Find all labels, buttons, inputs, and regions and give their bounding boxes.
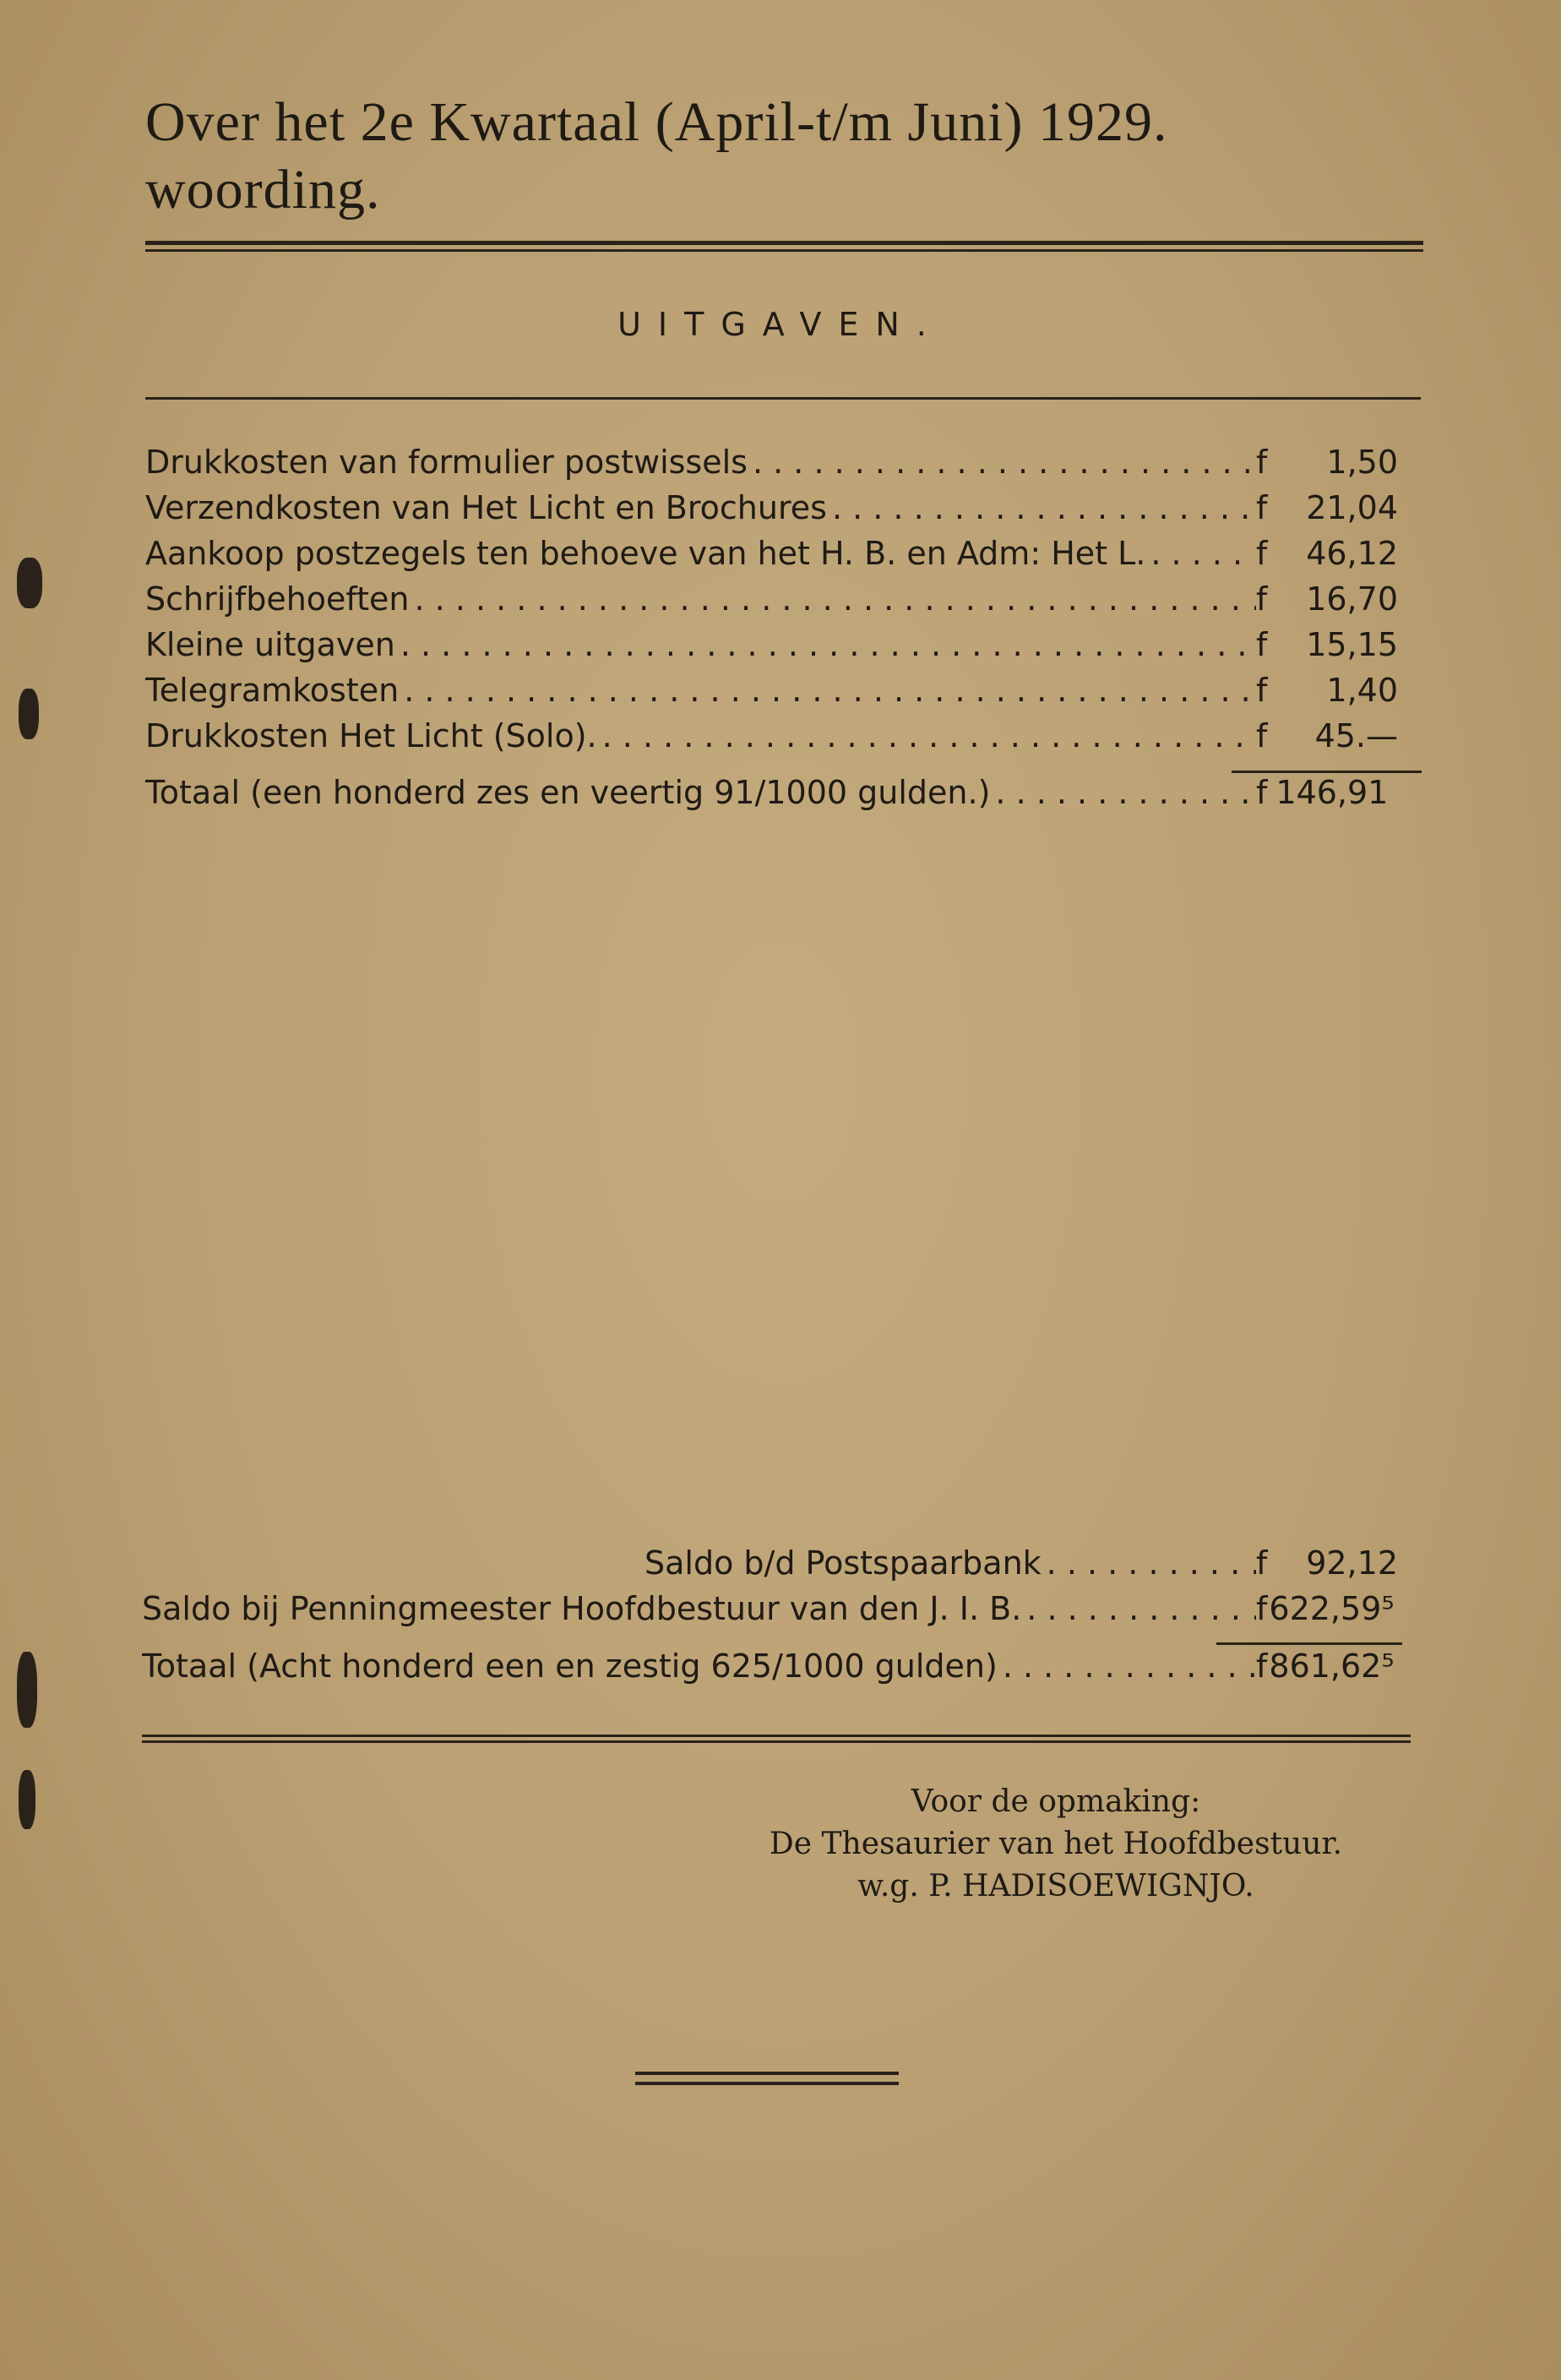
balance-row [142, 1544, 1398, 1590]
expense-row [145, 489, 1398, 535]
dot-leader [597, 717, 1256, 754]
title-line-1: Over het 2e Kwartaal (April-t/m Juni) 1929. [145, 91, 1168, 153]
dot-leader [410, 580, 1257, 618]
dot-leader [1145, 535, 1256, 572]
expense-row [145, 535, 1398, 580]
subtotal-rule [1232, 771, 1422, 773]
expense-row [145, 626, 1398, 672]
expense-amount: f 16,70 [1256, 580, 1398, 618]
balance-label: Saldo bij Penningmeester Hoofdbestuur van den J. I. B. [142, 1590, 1022, 1627]
expense-label: Drukkosten Het Licht (Solo). [145, 717, 597, 754]
expense-label: Aankoop postzegels ten behoeve van het H. B. en Adm: Het L. [145, 535, 1146, 572]
balance-label: Saldo b/d Postspaarbank [645, 1544, 1042, 1582]
balance-subtotal-rule [1216, 1642, 1402, 1645]
top-double-divider [145, 241, 1423, 252]
expense-amount: f 45.— [1256, 717, 1398, 754]
signature-block [591, 1781, 1520, 1908]
expenses-total [145, 774, 1398, 820]
expense-label: Telegramkosten [145, 672, 400, 709]
closing-ornament-rule [635, 2072, 899, 2085]
total-label: Totaal (Acht honderd een en zestig 625/1000 gulden) [142, 1647, 998, 1685]
dot-leader [990, 774, 1256, 811]
binding-hole-mark [19, 1770, 35, 1829]
bottom-double-divider [142, 1735, 1411, 1743]
expense-amount: f 21,04 [1256, 489, 1398, 526]
balance-amount: f 92,12 [1256, 1544, 1398, 1582]
expense-row [145, 717, 1398, 763]
dot-leader [1042, 1544, 1256, 1582]
expenses-list [145, 444, 1398, 763]
total-row [142, 1647, 1398, 1693]
dot-leader [998, 1647, 1256, 1685]
heading-divider [145, 397, 1421, 400]
dot-leader [395, 626, 1256, 663]
section-heading: UITGAVEN. [617, 306, 944, 343]
binding-hole-mark [17, 558, 42, 608]
dot-leader [827, 489, 1256, 526]
signature-line-3: w.g. P. HADISOEWIGNJO. [857, 1869, 1254, 1903]
dot-leader [748, 444, 1256, 481]
total-row [145, 774, 1398, 820]
expense-label: Schrijfbehoeften [145, 580, 410, 618]
balance-amount: f 622,59⁵ [1256, 1590, 1395, 1627]
expense-label: Verzendkosten van Het Licht en Brochures [145, 489, 827, 526]
title-line-2: woording. [145, 159, 381, 221]
binding-hole-mark [17, 1652, 37, 1728]
expense-label: Kleine uitgaven [145, 626, 395, 663]
expense-amount: f 1,40 [1256, 672, 1398, 709]
total-amount: f 861,62⁵ [1256, 1647, 1395, 1685]
expense-row [145, 580, 1398, 626]
total-amount: f 146,91 [1256, 774, 1389, 811]
page-title [145, 89, 1412, 224]
balances-list [142, 1544, 1398, 1636]
signature-line-1: Voor de opmaking: [911, 1784, 1201, 1819]
expense-label: Drukkosten van formulier postwissels [145, 444, 748, 481]
dot-leader [399, 672, 1256, 709]
expense-amount: f 46,12 [1256, 535, 1398, 572]
expense-row [145, 444, 1398, 489]
expense-amount: f 15,15 [1256, 626, 1398, 663]
expense-row [145, 672, 1398, 717]
signature-line-2: De Thesaurier van het Hoofdbestuur. [769, 1827, 1343, 1861]
expense-amount: f 1,50 [1256, 444, 1398, 481]
balance-row [142, 1590, 1398, 1636]
balances-total [142, 1647, 1398, 1693]
binding-hole-mark [19, 689, 39, 739]
dot-leader [1021, 1590, 1256, 1627]
total-label: Totaal (een honderd zes en veertig 91/1000 gulden.) [145, 774, 991, 811]
